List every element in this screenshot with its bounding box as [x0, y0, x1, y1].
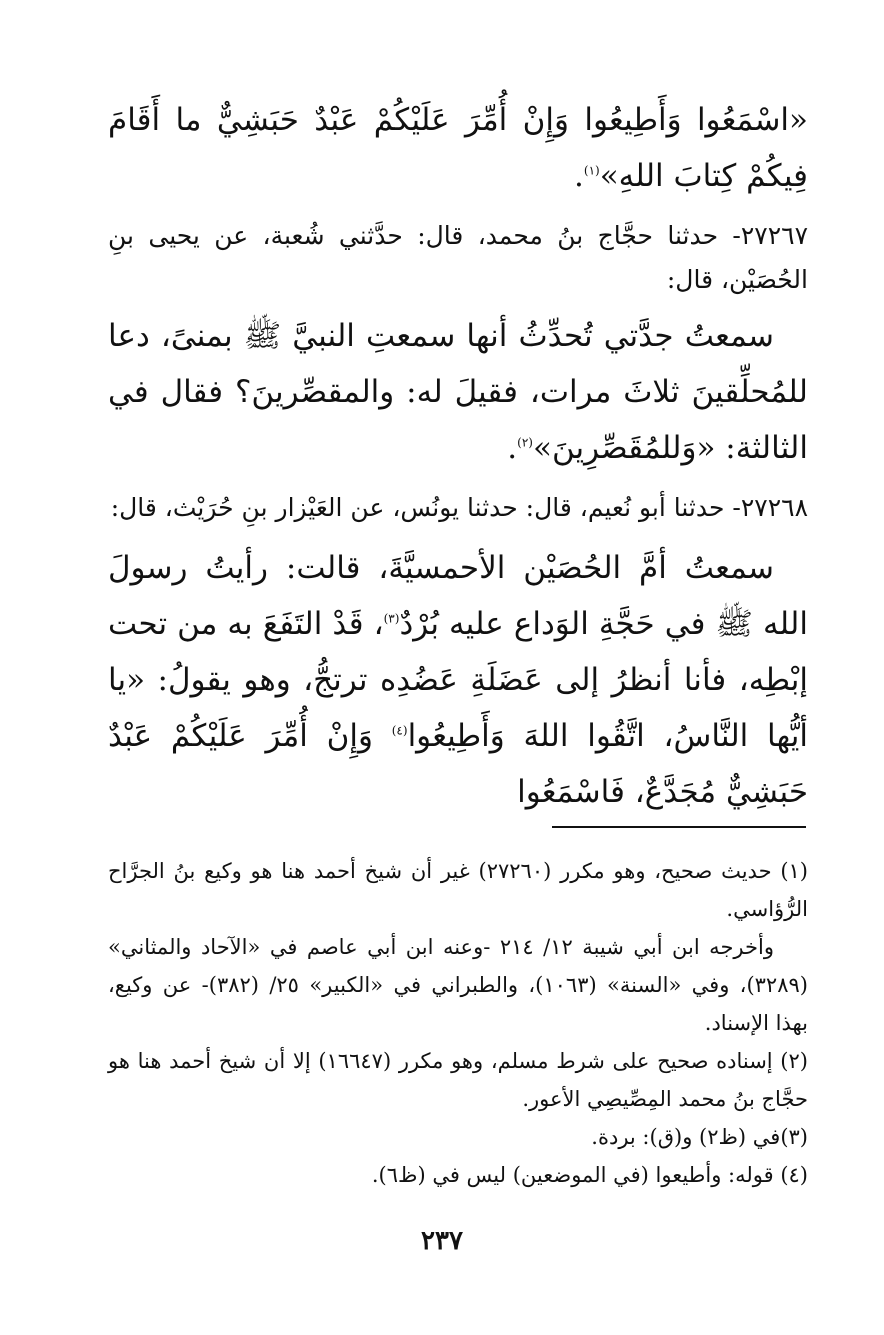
paragraph-isnad-27267: ٢٧٢٦٧- حدثنا حجَّاج بنُ محمد، قال: حدَّثني شُعبة، عن يحيى بنِ الحُصَيْن، قال: — [108, 221, 808, 294]
main-text — [108, 92, 808, 820]
paragraph-hadith-27268 — [108, 540, 808, 820]
page-number: ٢٣٧ — [421, 1226, 463, 1256]
hadith-end-mark: . — [507, 430, 518, 466]
paragraph-isnad-27268: ٢٧٢٦٨- حدثنا أبو نُعيم، قال: حدثنا يونُس، عن العَيْزار بنِ حُرَيْث، قال: — [110, 493, 808, 522]
hadith-text: سمعتُ جدَّتي تُحدِّثُ أنها سمعتِ النبيَّ ﷺ بمنىً، دعا للمُحلِّقينَ ثلاثَ مرات، فقيلَ له: والمقصِّرينَ؟ فقال في الثالثة: «وَللمُقَصِّرِينَ» — [108, 318, 808, 466]
footnote-ref-4: (٤) — [391, 723, 408, 738]
footnote-2: (٢) إسناده صحيح على شرط مسلم، وهو مكرر (١٦٦٤٧) إلا أن شيخ أحمد هنا هو حجَّاج بنُ محمد المِصِّيصِي الأعور. — [108, 1049, 808, 1111]
footnote-3: (٣)في (ظ٢) و(ق): بردة. — [591, 1125, 808, 1149]
hadith-text-c: وَإِنْ أُمِّرَ عَلَيْكُمْ عَبْدٌ حَبَشِيٌّ مُجَدَّعٌ، فَاسْمَعُوا — [108, 718, 808, 810]
footnote-divider — [552, 826, 806, 828]
footnotes — [108, 852, 808, 1194]
footnote-1: (١) حديث صحيح، وهو مكرر (٢٧٢٦٠) غير أن شيخ أحمد هنا هو وكيع بنُ الجرَّاح الرُّؤاسي. — [108, 859, 808, 921]
footnote-ref-2: (٢) — [517, 435, 533, 450]
footnote-ref-3: (٣) — [383, 611, 400, 626]
hadith-text: «اسْمَعُوا وَأَطِيعُوا وَإِنْ أُمِّرَ عَلَيْكُمْ عَبْدٌ حَبَشِيٌّ ما أَقَامَ فِيكُمْ كِتابَ اللهِ» — [108, 102, 808, 194]
footnote-ref-1: (١) — [583, 163, 600, 178]
hadith-end-mark: . — [574, 158, 584, 194]
hadith-text-b: ، قَدْ التَفَعَ به من تحت إبْطِه، فأنا أنظرُ إلى عَضَلَةِ عَضُدِه ترتجُّ، وهو يقولُ: «يا أيُّها النَّاسُ، اتَّقُوا اللهَ وَأَطِيعُوا — [108, 606, 808, 754]
hadith-text-a: سمعتُ أمَّ الحُصَيْن الأحمسيَّةَ، قالت: رأيتُ رسولَ الله ﷺ في حَجَّةِ الوَداع عليه بُرْدٌ — [108, 550, 808, 642]
paragraph-hadith-end — [108, 92, 808, 204]
footnote-4: (٤) قوله: وأطيعوا (في الموضعين) ليس في (ظ٦). — [371, 1163, 808, 1187]
paragraph-hadith-27267 — [108, 308, 808, 476]
footnote-1-continued: وأخرجه ابن أبي شيبة ١٢/ ٢١٤ -وعنه ابن أبي عاصم في «الآحاد والمثاني» (٣٢٨٩)، وفي «السنة» (١٠٦٣)، والطبراني في «الكبير» ٢٥/ (٣٨٢)- عن وكيع، بهذا الإسناد. — [108, 935, 808, 1035]
